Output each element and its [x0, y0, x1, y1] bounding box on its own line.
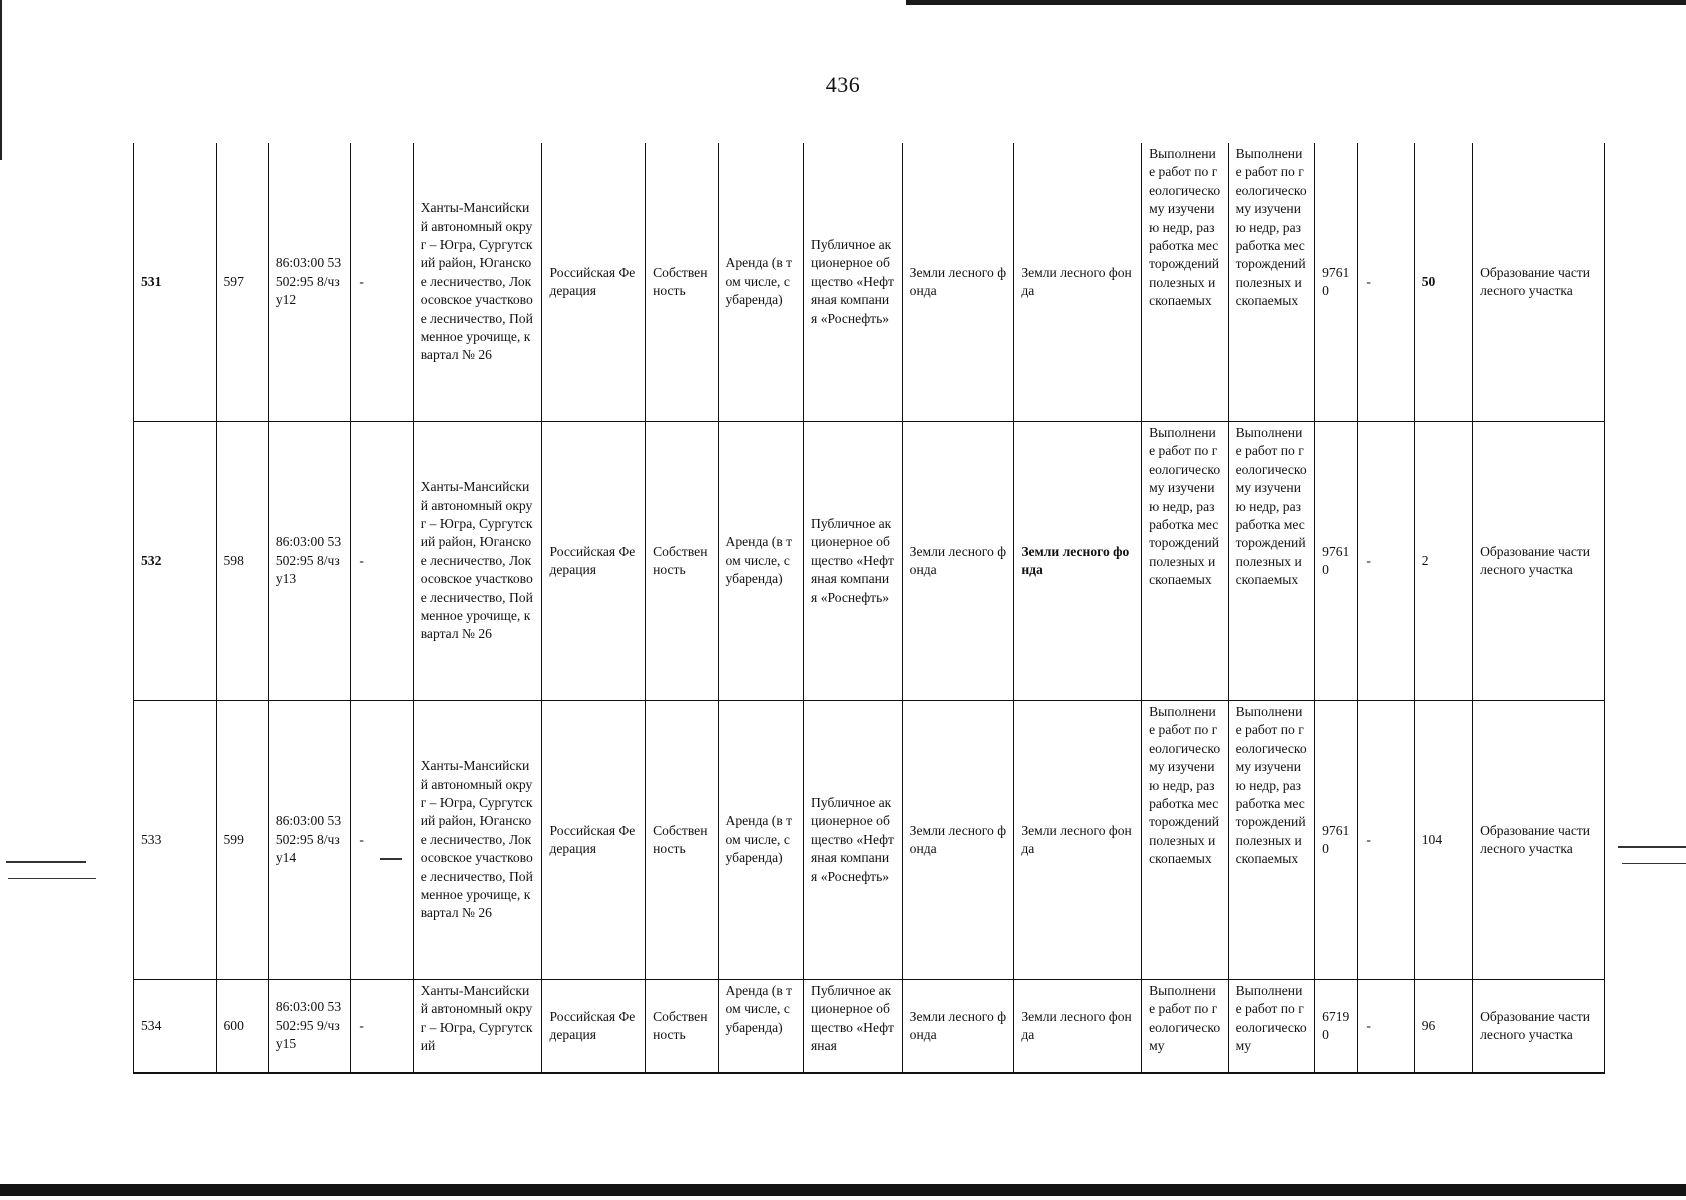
owner-cell: Российская Федерация — [542, 143, 646, 422]
purpose-cell: Выполнение работ по геологическому изучению недр, разработка месторождений полезных ископаемых — [1142, 422, 1229, 701]
scan-bottom-rule — [0, 1184, 1686, 1196]
purpose-cell: Выполнение работ по геологическому — [1142, 980, 1229, 1074]
address-cell: Ханты-Мансийский автономный округ – Югра, Сургутский район, Юганское лесничество, Локосовское участковое лесничество, Пойменное урочище, квартал № 26 — [413, 143, 542, 422]
land-type-cell: Земли лесного фонда — [1014, 143, 1142, 422]
empty-value-cell: - — [351, 980, 413, 1074]
purpose-cell: Выполнение работ по геологическому изучению недр, разработка месторождений полезных ископаемых — [1142, 701, 1229, 980]
right-type-cell: Собственность — [646, 143, 718, 422]
row-number-cell: 534 — [134, 980, 217, 1074]
scan-top-rule — [906, 0, 1686, 5]
area-cell: 2 — [1414, 422, 1472, 701]
owner-cell: Российская Федерация — [542, 701, 646, 980]
object-id-cell: 599 — [216, 701, 268, 980]
empty-value-cell: - — [351, 143, 413, 422]
empty-value-cell: - — [351, 422, 413, 701]
area-cell: 96 — [1414, 980, 1472, 1074]
permitted-use-cell: Выполнение работ по геологическому изучению недр, разработка месторождений полезных ископаемых — [1228, 701, 1315, 980]
encumbrance-cell: Аренда (в том числе, субаренда) — [718, 701, 804, 980]
table-row — [134, 422, 1605, 701]
encumbrance-cell: Аренда (в том числе, субаренда) — [718, 980, 804, 1074]
table-row — [134, 143, 1605, 422]
address-cell: Ханты-Мансийский автономный округ – Югра, Сургутский — [413, 980, 542, 1074]
empty-value-cell: - — [1358, 422, 1414, 701]
table-row — [134, 701, 1605, 980]
permitted-use-cell: Выполнение работ по геологическому — [1228, 980, 1315, 1074]
right-type-cell: Собственность — [646, 980, 718, 1074]
code-cell: 97610 — [1315, 143, 1358, 422]
row-number-cell: 531 — [134, 143, 217, 422]
action-cell: Образование части лесного участка — [1473, 980, 1605, 1074]
row-number-cell: 532 — [134, 422, 217, 701]
scan-artifact-line — [8, 878, 96, 879]
land-registry-table — [133, 143, 1605, 1074]
table-row — [134, 980, 1605, 1074]
object-id-cell: 600 — [216, 980, 268, 1074]
cadastral-number-cell: 86:03:00 53502:95 9/чзу15 — [268, 980, 351, 1074]
land-type-cell: Земли лесного фонда — [1014, 980, 1142, 1074]
page-number: 436 — [825, 72, 861, 97]
encumbrance-cell: Аренда (в том числе, субаренда) — [718, 422, 804, 701]
object-id-cell: 597 — [216, 143, 268, 422]
land-category-cell: Земли лесного фонда — [902, 980, 1014, 1074]
scan-artifact-line — [1618, 846, 1686, 848]
holder-cell: Публичное акционерное общество «Нефтяная компания «Роснефть» — [804, 701, 903, 980]
right-type-cell: Собственность — [646, 422, 718, 701]
empty-value-cell: - — [1358, 143, 1414, 422]
action-cell: Образование части лесного участка — [1473, 143, 1605, 422]
land-category-cell: Земли лесного фонда — [902, 422, 1014, 701]
owner-cell: Российская Федерация — [542, 422, 646, 701]
object-id-cell: 598 — [216, 422, 268, 701]
scan-artifact-line — [6, 861, 86, 863]
scan-artifact-line — [1622, 863, 1686, 864]
empty-value-cell: - — [1358, 980, 1414, 1074]
empty-value-cell: - — [351, 701, 413, 980]
area-cell: 50 — [1414, 143, 1472, 422]
cadastral-number-cell: 86:03:00 53502:95 8/чзу12 — [268, 143, 351, 422]
code-cell: 97610 — [1315, 701, 1358, 980]
land-type-cell: Земли лесного фонда — [1014, 701, 1142, 980]
cadastral-number-cell: 86:03:00 53502:95 8/чзу14 — [268, 701, 351, 980]
land-category-cell: Земли лесного фонда — [902, 143, 1014, 422]
permitted-use-cell: Выполнение работ по геологическому изучению недр, разработка месторождений полезных ископаемых — [1228, 422, 1315, 701]
address-cell: Ханты-Мансийский автономный округ – Югра, Сургутский район, Юганское лесничество, Локосовское участковое лесничество, Пойменное урочище, квартал № 26 — [413, 422, 542, 701]
scan-artifact-line — [380, 858, 402, 860]
land-category-cell: Земли лесного фонда — [902, 701, 1014, 980]
code-cell: 97610 — [1315, 422, 1358, 701]
owner-cell: Российская Федерация — [542, 980, 646, 1074]
action-cell: Образование части лесного участка — [1473, 701, 1605, 980]
purpose-cell: Выполнение работ по геологическому изучению недр, разработка месторождений полезных ископаемых — [1142, 143, 1229, 422]
code-cell: 67190 — [1315, 980, 1358, 1074]
cadastral-number-cell: 86:03:00 53502:95 8/чзу13 — [268, 422, 351, 701]
holder-cell: Публичное акционерное общество «Нефтяная компания «Роснефть» — [804, 422, 903, 701]
land-type-cell: Земли лесного фонда — [1014, 422, 1142, 701]
holder-cell: Публичное акционерное общество «Нефтяная — [804, 980, 903, 1074]
area-cell: 104 — [1414, 701, 1472, 980]
empty-value-cell: - — [1358, 701, 1414, 980]
row-number-cell: 533 — [134, 701, 217, 980]
action-cell: Образование части лесного участка — [1473, 422, 1605, 701]
address-cell: Ханты-Мансийский автономный округ – Югра, Сургутский район, Юганское лесничество, Локосовское участковое лесничество, Пойменное урочище, квартал № 26 — [413, 701, 542, 980]
right-type-cell: Собственность — [646, 701, 718, 980]
encumbrance-cell: Аренда (в том числе, субаренда) — [718, 143, 804, 422]
holder-cell: Публичное акционерное общество «Нефтяная компания «Роснефть» — [804, 143, 903, 422]
permitted-use-cell: Выполнение работ по геологическому изучению недр, разработка месторождений полезных ископаемых — [1228, 143, 1315, 422]
